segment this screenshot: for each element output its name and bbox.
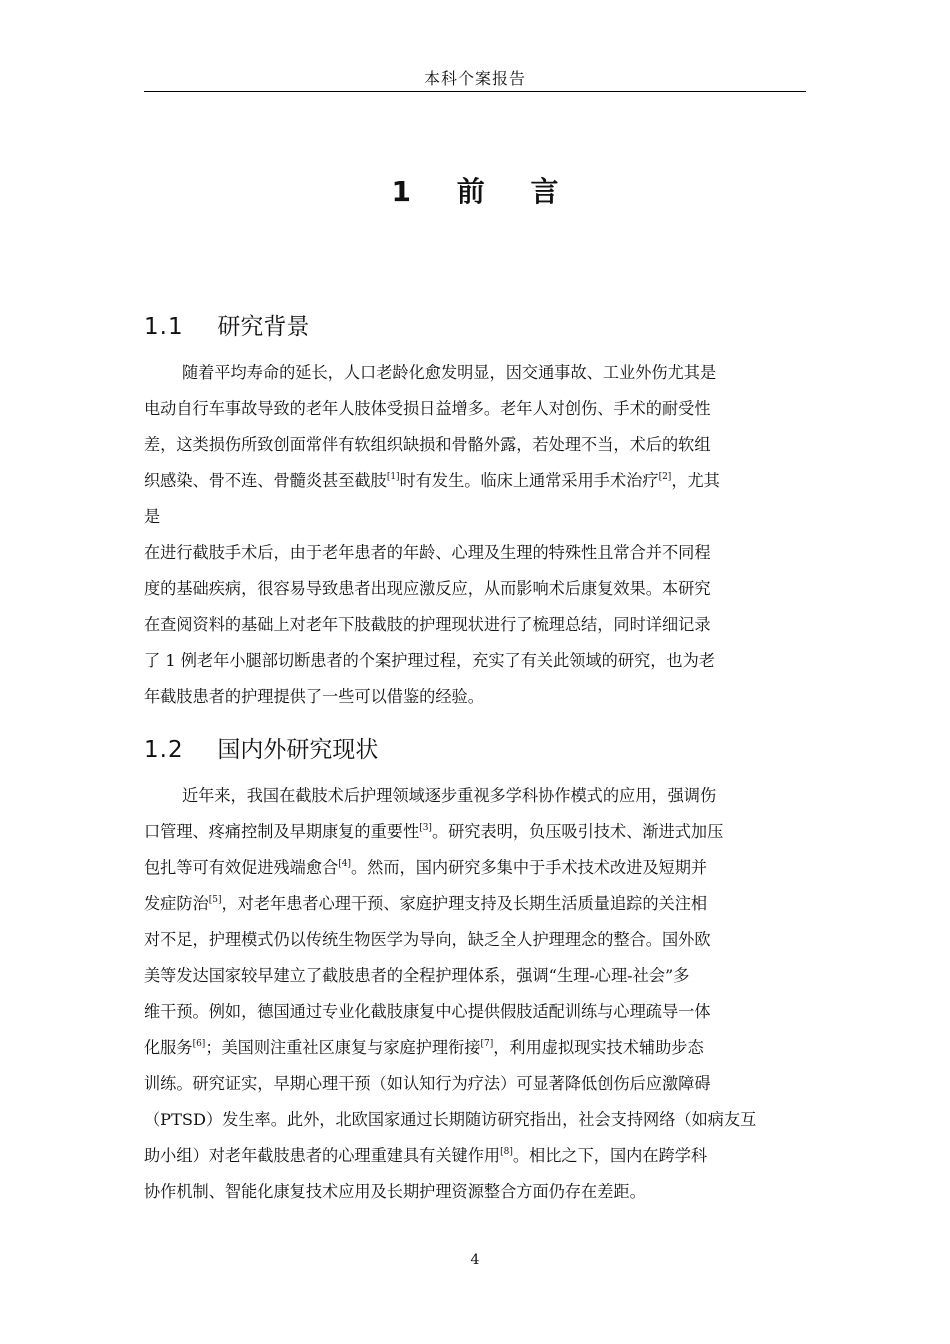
text-run: 。研究表明，负压吸引技术、渐进式加压 bbox=[431, 822, 724, 841]
paragraph-line bbox=[144, 463, 809, 499]
paragraph-line: 年截肢患者的护理提供了一些可以借鉴的经验。 bbox=[144, 687, 484, 706]
chapter-number: 1 bbox=[391, 175, 411, 208]
text-run: 时有发生。临床上通常采用手术治疗 bbox=[399, 471, 659, 490]
paragraph-line: （PTSD）发生率。此外，北欧国家通过长期随访研究指出，社会支持网络（如病友互 bbox=[144, 1110, 757, 1129]
paragraph-background bbox=[144, 355, 809, 715]
page-number: 4 bbox=[470, 1252, 480, 1268]
text-run: 包扎等可有效促进残端愈合 bbox=[144, 858, 339, 877]
citation-ref: [2] bbox=[658, 472, 672, 482]
citation-ref: [3] bbox=[419, 823, 432, 833]
text-run: 发症防治 bbox=[144, 894, 209, 913]
section-heading-1-2 bbox=[144, 731, 378, 764]
paragraph-line: 对不足，护理模式仍以传统生物医学为导向，缺乏全人护理理念的整合。国外欧 bbox=[144, 930, 711, 949]
text-run: ；美国则注重社区康复与家庭护理衔接 bbox=[205, 1038, 481, 1057]
paragraph-line bbox=[144, 1138, 809, 1174]
paragraph-line: 美等发达国家较早建立了截肢患者的全程护理体系，强调“生理-心理-社会”多 bbox=[144, 966, 690, 985]
section-title: 研究背景 bbox=[217, 314, 310, 340]
paragraph-line bbox=[144, 850, 809, 886]
text-run: 口管理、疼痛控制及早期康复的重要性 bbox=[144, 822, 420, 841]
paragraph-line: 随着平均寿命的延长，人口老龄化愈发明显，因交通事故、工业外伤尤其是 bbox=[182, 363, 717, 382]
paragraph-line: 差，这类损伤所致创面常伴有软组织缺损和骨骼外露，若处理不当，术后的软组 bbox=[144, 435, 711, 454]
section-number: 1.1 bbox=[144, 314, 184, 340]
paragraph-line bbox=[144, 886, 809, 922]
paragraph-line: 了 1 例老年小腿部切断患者的个案护理过程，充实了有关此领域的研究，也为老 bbox=[144, 651, 715, 670]
text-run: ，对老年患者心理干预、家庭护理支持及长期生活质量追踪的关注相 bbox=[221, 894, 708, 913]
section-number: 1.2 bbox=[144, 737, 184, 763]
paragraph-line: 是 bbox=[144, 507, 161, 526]
paragraph-line: 训练。研究证实，早期心理干预（如认知行为疗法）可显著降低创伤后应激障碍 bbox=[144, 1074, 711, 1093]
citation-ref: [5] bbox=[208, 895, 222, 905]
paragraph-line: 在进行截肢手术后，由于老年患者的年龄、心理及生理的特殊性且常合并不同程 bbox=[144, 543, 711, 562]
citation-ref: [1] bbox=[386, 472, 400, 482]
paragraph-line: 在查阅资料的基础上对老年下肢截肢的护理现状进行了梳理总结，同时详细记录 bbox=[144, 615, 711, 634]
text-run: 。然而，国内研究多集中于手术技术改进及短期并 bbox=[351, 858, 708, 877]
paragraph-line: 近年来，我国在截肢术后护理领域逐步重视多学科协作模式的应用，强调伤 bbox=[182, 786, 717, 805]
paragraph-line bbox=[144, 1030, 809, 1066]
text-run: 助小组）对老年截肢患者的心理重建具有关键作用 bbox=[144, 1146, 501, 1165]
paragraph-research-status bbox=[144, 778, 809, 1210]
citation-ref: [7] bbox=[480, 1039, 494, 1049]
text-run: ，尤其 bbox=[671, 471, 720, 490]
text-run: ，利用虚拟现实技术辅助步态 bbox=[493, 1038, 704, 1057]
running-header: 本科个案报告 bbox=[423, 69, 526, 88]
chapter-title bbox=[0, 170, 950, 210]
paragraph-line: 协作机制、智能化康复技术应用及长期护理资源整合方面仍存在差距。 bbox=[144, 1182, 646, 1201]
text-run: 织感染、骨不连、骨髓炎甚至截肢 bbox=[144, 471, 387, 490]
section-title: 国内外研究现状 bbox=[217, 737, 379, 763]
citation-ref: [4] bbox=[338, 859, 351, 869]
citation-ref: [6] bbox=[192, 1039, 206, 1049]
citation-ref: [8] bbox=[500, 1147, 513, 1157]
paragraph-line bbox=[144, 814, 809, 850]
chapter-title-char-1: 前 bbox=[456, 175, 485, 208]
paragraph-line: 维干预。例如，德国通过专业化截肢康复中心提供假肢适配训练与心理疏导一体 bbox=[144, 1002, 711, 1021]
chapter-title-char-2: 言 bbox=[530, 175, 559, 208]
paragraph-line: 电动自行车事故导致的老年人肢体受损日益增多。老年人对创伤、手术的耐受性 bbox=[144, 399, 711, 418]
text-run: 。相比之下，国内在跨学科 bbox=[512, 1146, 708, 1165]
text-run: 化服务 bbox=[144, 1038, 193, 1057]
paragraph-line: 度的基础疾病，很容易导致患者出现应激反应，从而影响术后康复效果。本研究 bbox=[144, 579, 711, 598]
header-rule bbox=[144, 91, 806, 92]
section-heading-1-1 bbox=[144, 308, 309, 341]
